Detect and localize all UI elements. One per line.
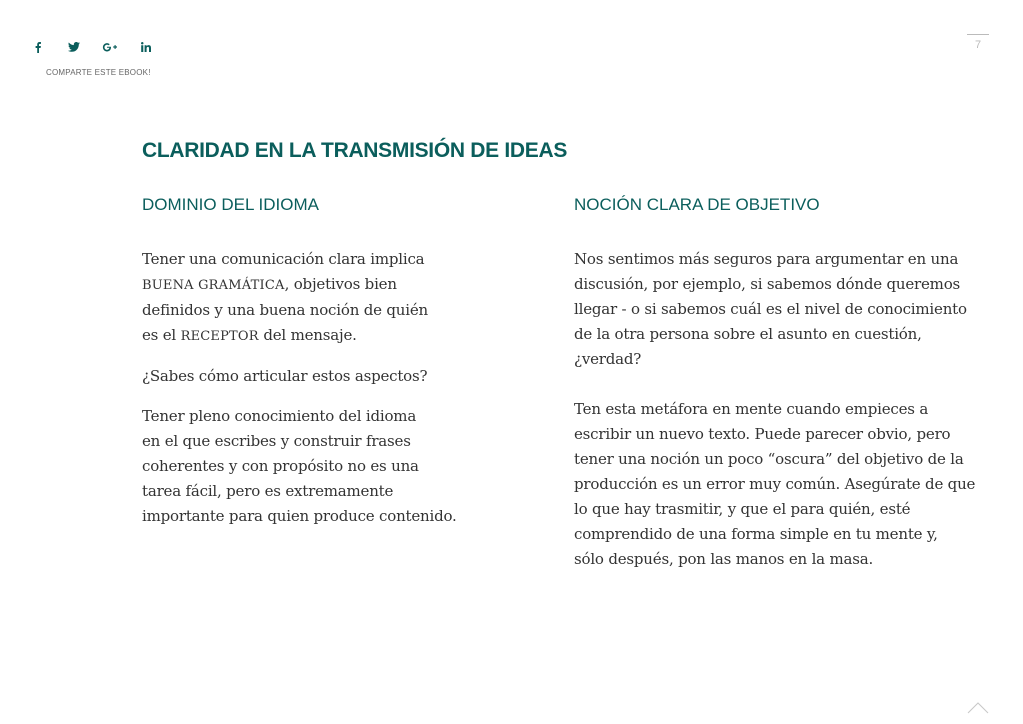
right-column	[574, 193, 994, 572]
page-number-block	[967, 34, 989, 51]
scroll-to-top-icon[interactable]	[967, 702, 989, 714]
right-paragraph-1	[574, 247, 994, 372]
text-line: definidos y una buena noción de quién	[142, 301, 428, 319]
emphasis-text: BUENA GRAMÁTICA	[142, 278, 285, 293]
text-line: importante para quien produce contenido.	[142, 507, 457, 525]
twitter-icon[interactable]	[66, 39, 82, 55]
page-title: CLARIDAD EN LA TRANSMISIÓN DE IDEAS	[142, 139, 568, 162]
text-line: Ten esta metáfora en mente cuando empieces a	[574, 400, 929, 418]
emphasis-text: RECEPTOR	[180, 329, 259, 344]
text-line: lo que hay trasmitir, y que el para quién, esté	[574, 500, 911, 518]
text-line: escribir un nuevo texto. Puede parecer obvio, pero	[574, 425, 951, 443]
text-line	[142, 272, 462, 298]
page-number-rule	[967, 34, 989, 35]
text-line: llegar - o si sabemos cuál es el nivel de conocimiento	[574, 300, 967, 318]
text-line: Nos sentimos más seguros para argumentar en una	[574, 250, 959, 268]
text-line: ¿Sabes cómo articular estos aspectos?	[142, 367, 428, 385]
text-line: comprendido de una forma simple en tu mente y,	[574, 525, 938, 543]
right-column-heading: NOCIÓN CLARA DE OBJETIVO	[574, 195, 820, 214]
left-paragraph-2	[142, 364, 462, 389]
share-bar	[30, 38, 174, 77]
text-line: ¿verdad?	[574, 350, 642, 368]
text-line: tener una noción un poco “oscura” del objetivo de la	[574, 450, 964, 468]
text-line: producción es un error muy común. Asegúrate de que	[574, 475, 976, 493]
text-fragment: es el	[142, 326, 181, 344]
text-line: coherentes y con propósito no es una	[142, 457, 419, 475]
text-fragment: , objetivos bien	[284, 275, 397, 293]
text-line: discusión, por ejemplo, si sabemos dónde queremos	[574, 275, 961, 293]
text-line: en el que escribes y construir frases	[142, 432, 411, 450]
facebook-icon[interactable]	[30, 39, 46, 55]
text-line: Tener una comunicación clara implica	[142, 250, 425, 268]
social-icons	[30, 38, 174, 56]
left-column	[142, 193, 462, 529]
page-number: 7	[974, 39, 982, 51]
left-paragraph-1	[142, 247, 462, 349]
linkedin-icon[interactable]	[138, 39, 154, 55]
google-plus-icon[interactable]	[102, 39, 118, 55]
text-line: tarea fácil, pero es extremamente	[142, 482, 394, 500]
right-paragraph-2	[574, 397, 994, 572]
text-line	[142, 323, 462, 349]
text-line: de la otra persona sobre el asunto en cuestión,	[574, 325, 922, 343]
left-paragraph-3	[142, 404, 462, 529]
text-line: Tener pleno conocimiento del idioma	[142, 407, 417, 425]
text-line: sólo después, pon las manos en la masa.	[574, 550, 874, 568]
left-column-heading: DOMINIO DEL IDIOMA	[142, 195, 319, 214]
share-label: COMPARTE ESTE EBOOK!	[46, 68, 151, 77]
text-fragment: del mensaje.	[258, 326, 357, 344]
